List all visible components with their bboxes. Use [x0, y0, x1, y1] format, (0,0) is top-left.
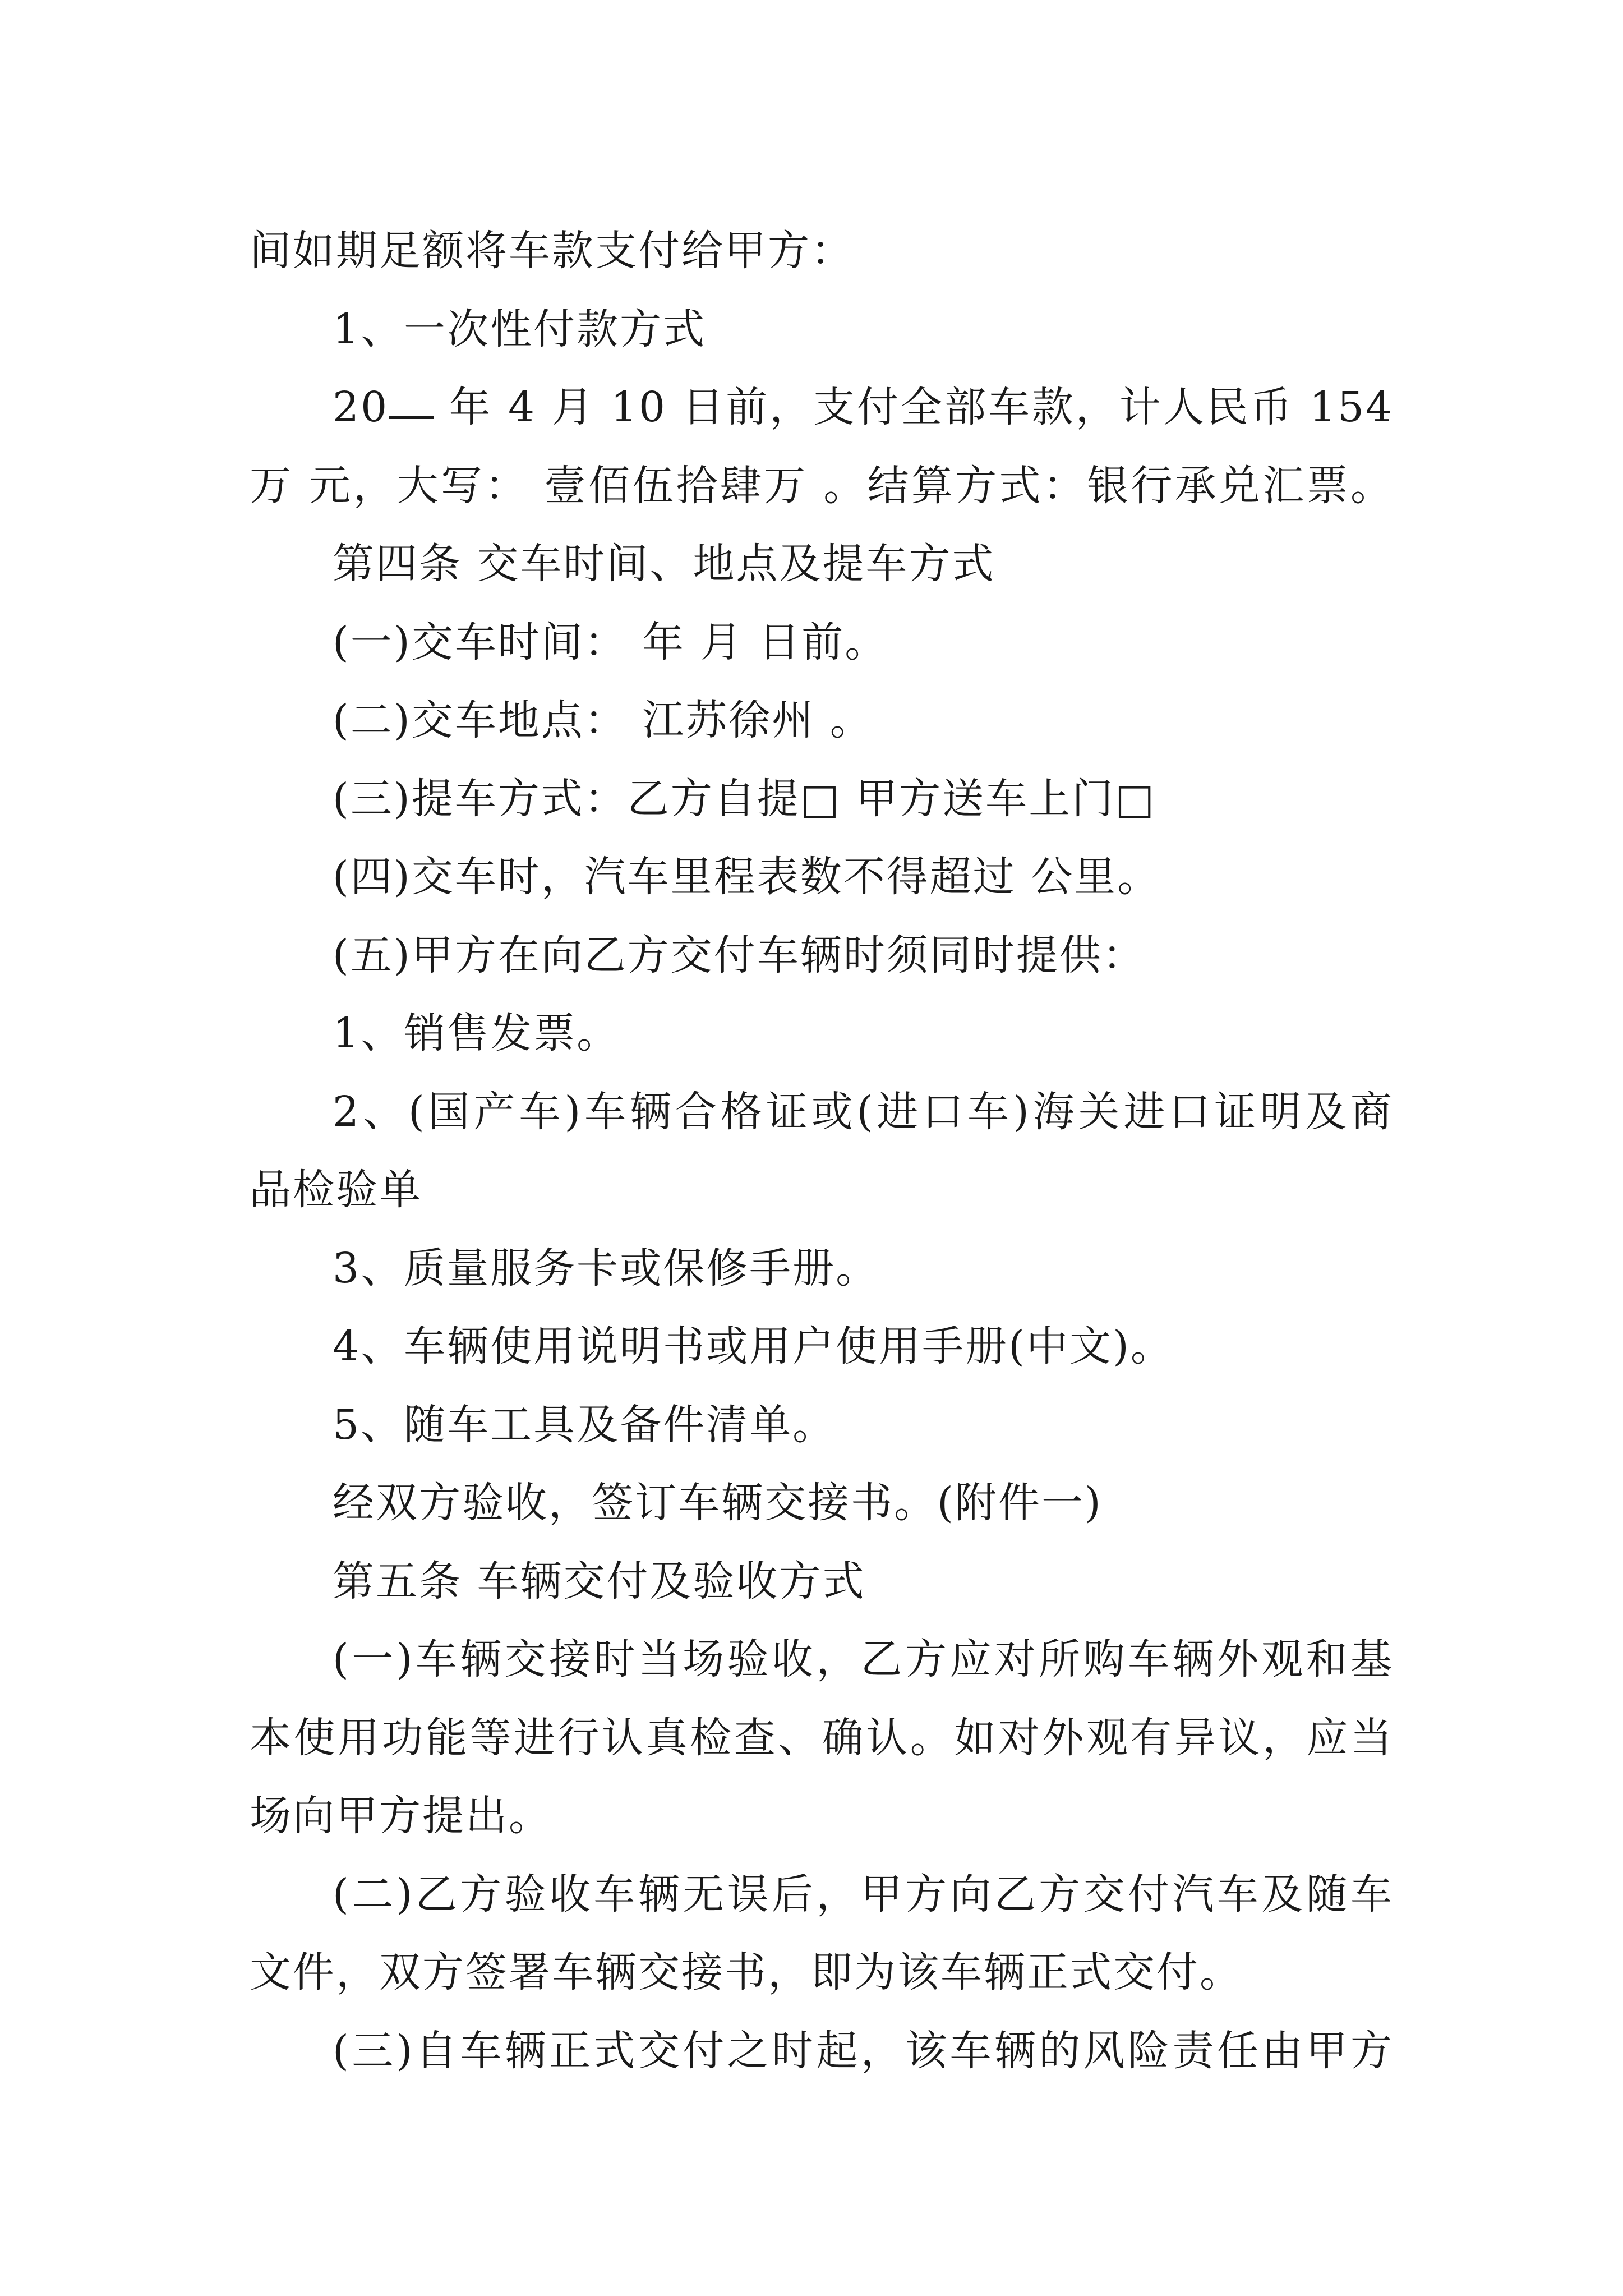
paragraph-line: 经双方验收，签订车辆交接书。(附件一)	[333, 1479, 1103, 1527]
paragraph-line: (三)提车方式：乙方自提□ 甲方送车上门□	[333, 774, 1156, 823]
paragraph-line: (二)乙方验收车辆无误后，甲方向乙方交付汽车及随车	[333, 1870, 1394, 1918]
year-prefix: 20	[333, 383, 389, 431]
paragraph-line: 1、销售发票。	[333, 1009, 620, 1057]
year-blank	[389, 405, 434, 419]
payment-date-text: 年 4 月 10 日前，支付全部车款，计人民币 154	[449, 383, 1394, 431]
paragraph-line: (一)车辆交接时当场验收，乙方应对所购车辆外观和基	[333, 1635, 1394, 1683]
paragraph-line: 间如期足额将车款支付给甲方：	[250, 227, 854, 275]
paragraph-line: (四)交车时，汽车里程表数不得超过 公里。	[333, 853, 1161, 901]
section-heading: 第四条 交车时间、地点及提车方式	[333, 540, 995, 588]
section-heading: 第五条 车辆交付及验收方式	[333, 1557, 866, 1605]
paragraph-line: 万 元，大写： 壹佰伍拾肆万 。结算方式：银行承兑汇票。	[250, 461, 1394, 510]
paragraph-line: (三)自车辆正式交付之时起，该车辆的风险责任由甲方	[333, 2026, 1394, 2075]
paragraph-line: 3、质量服务卡或保修手册。	[333, 1244, 879, 1292]
paragraph-line: 品检验单	[250, 1166, 422, 1214]
paragraph-line: 本使用功能等进行认真检查、确认。如对外观有异议，应当	[250, 1713, 1394, 1762]
paragraph-line: 5、随车工具及备件清单。	[333, 1400, 836, 1449]
paragraph-line: (五)甲方在向乙方交付车辆时须同时提供：	[333, 931, 1146, 979]
paragraph-line: 2、(国产车)车辆合格证或(进口车)海关进口证明及商	[333, 1087, 1394, 1136]
payment-date-line	[250, 369, 1394, 447]
paragraph-line: 4、车辆使用说明书或用户使用手册(中文)。	[333, 1322, 1174, 1370]
paragraph-line: 场向甲方提出。	[250, 1792, 552, 1840]
document-body	[250, 212, 1394, 2090]
paragraph-line: (二)交车地点： 江苏徐州 。	[333, 696, 873, 744]
paragraph-line: 文件，双方签署车辆交接书，即为该车辆正式交付。	[250, 1948, 1243, 1996]
paragraph-line: (一)交车时间： 年 月 日前。	[333, 618, 888, 666]
paragraph-line: 1、一次性付款方式	[333, 305, 707, 353]
